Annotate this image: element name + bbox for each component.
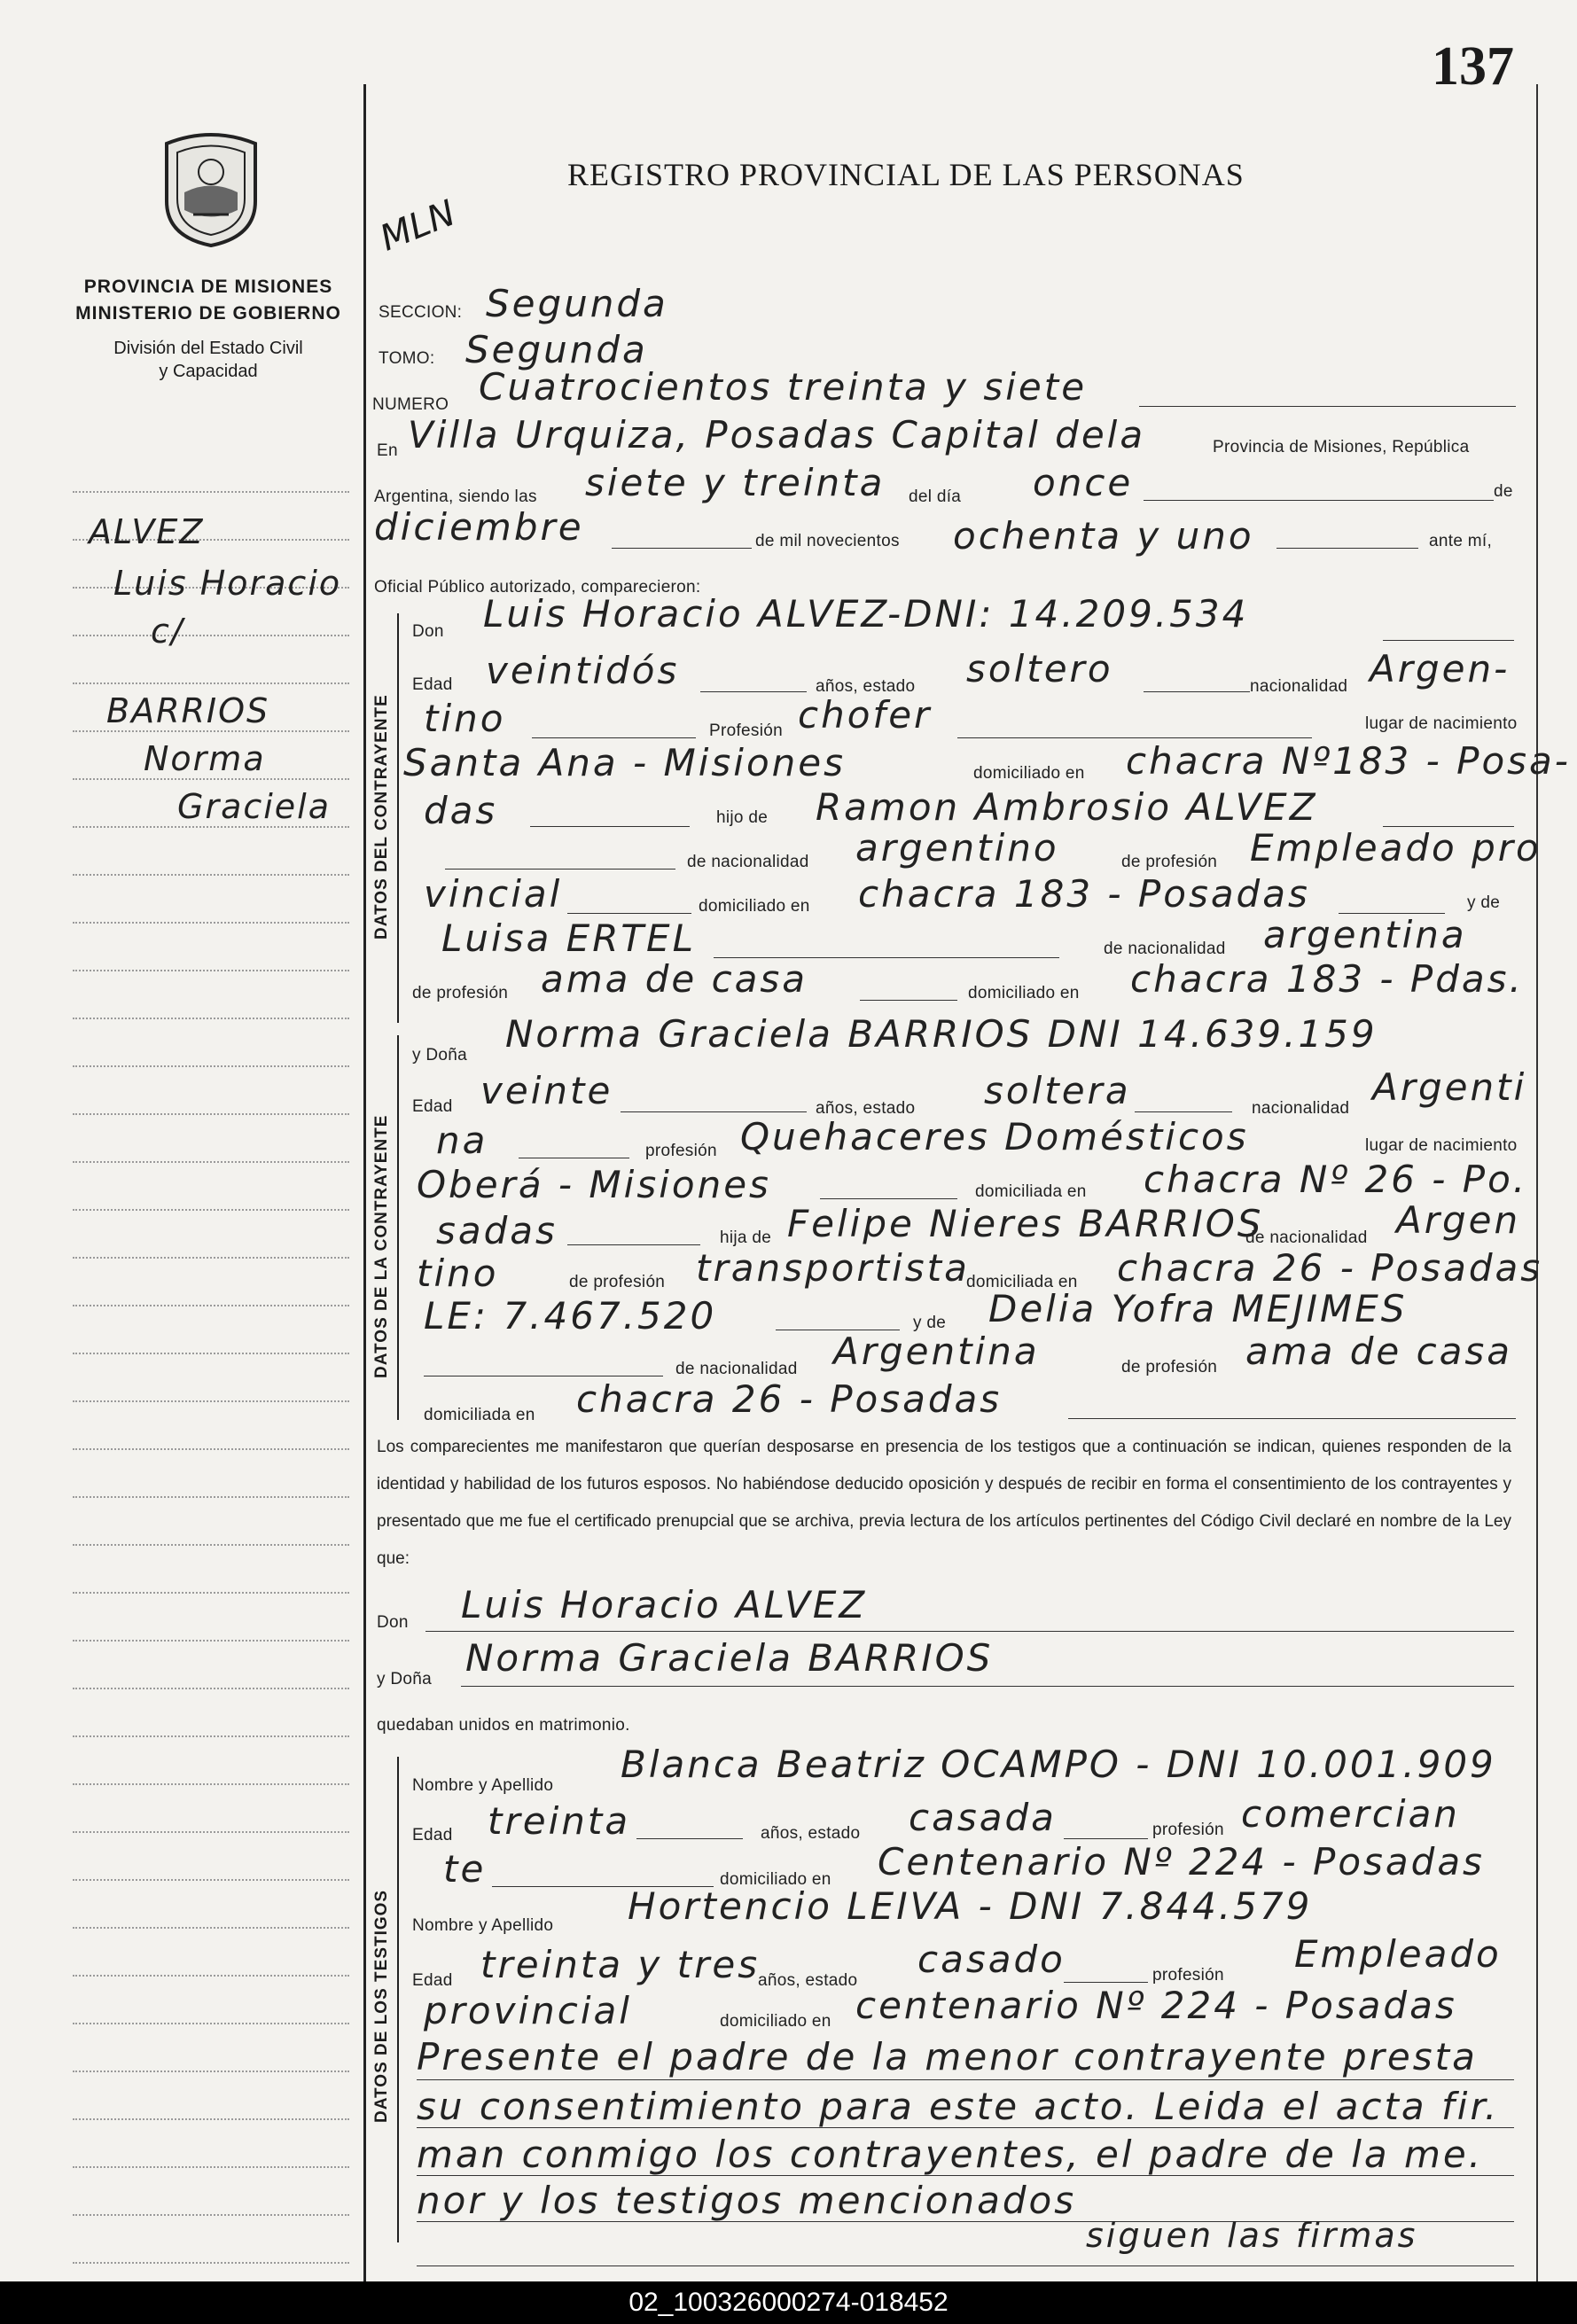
witness-section-bracket xyxy=(397,1757,399,2242)
section-label-groom: DATOS DEL CONTRAYENTE xyxy=(372,694,391,940)
label-seccion: SECCION: xyxy=(379,303,463,322)
label-domiciliado: domiciliado en xyxy=(973,764,1085,783)
label-numero: NUMERO xyxy=(372,395,449,414)
label-domiciliado-w2: domiciliado en xyxy=(720,2012,831,2031)
label-de-nacionalidad-bride: de nacionalidad xyxy=(1245,1228,1368,1247)
fill-line xyxy=(700,691,807,692)
label-y-de: y de xyxy=(1467,893,1501,912)
org-line-2: MINISTERIO DE GOBIERNO xyxy=(75,303,341,324)
witness1-profesion-b: te xyxy=(443,1847,487,1891)
fill-line xyxy=(532,737,696,738)
bride-madre-dom: chacra 26 - Posadas xyxy=(576,1377,1003,1421)
witness1-estado: casada xyxy=(909,1796,1057,1839)
bride-nacionalidad-a: Argenti xyxy=(1372,1065,1527,1109)
fill-line xyxy=(1276,548,1418,549)
groom-edad: veintidós xyxy=(486,649,680,692)
value-seccion: Segunda xyxy=(486,282,668,325)
label-ante-mi: ante mí, xyxy=(1429,532,1493,550)
note-line-2: su consentimiento para este acto. Leida el acta fir. xyxy=(417,2085,1500,2128)
fill-line xyxy=(417,2175,1514,2176)
margin-note-line-3: c/ xyxy=(151,612,184,651)
page-title: REGISTRO PROVINCIAL DE LAS PERSONAS xyxy=(567,157,1245,192)
note-line-1: Presente el padre de la menor contrayente presta xyxy=(417,2035,1478,2078)
label-profesion-w1: profesión xyxy=(1152,1821,1224,1839)
label-de-mil: de mil novecientos xyxy=(755,532,900,550)
witness1-name: Blanca Beatriz OCAMPO - DNI 10.001.909 xyxy=(621,1743,1496,1786)
witness1-edad: treinta xyxy=(488,1799,631,1843)
fill-line xyxy=(417,2079,1514,2080)
label-anos-estado-w2: años, estado xyxy=(758,1971,858,1990)
groom-madre-dom: chacra 183 - Pdas. xyxy=(1130,957,1524,1001)
label-nacionalidad: nacionalidad xyxy=(1250,677,1348,696)
bride-padre-doc: LE: 7.467.520 xyxy=(424,1294,717,1337)
footer-id: 02_100326000274-018452 xyxy=(628,2288,949,2317)
margin-note-line-6: Graciela xyxy=(177,787,332,826)
label-de-nacionalidad-bride-2: de nacionalidad xyxy=(675,1360,798,1378)
note-line-5: siguen las firmas xyxy=(1086,2216,1418,2255)
label-domiciliada: domiciliada en xyxy=(975,1182,1087,1201)
bride-name: Norma Graciela BARRIOS DNI 14.639.159 xyxy=(505,1012,1378,1056)
label-anos-estado-bride: años, estado xyxy=(816,1099,916,1118)
groom-lugar-nac: Santa Ana - Misiones xyxy=(403,741,847,784)
label-en: En xyxy=(377,441,398,460)
label-edad-w1: Edad xyxy=(412,1826,453,1844)
fill-line xyxy=(1064,1982,1148,1983)
fill-line xyxy=(1135,1111,1232,1112)
label-lugar-nacimiento: lugar de nacimiento xyxy=(1365,714,1518,733)
margin-note-line-1: ALVEZ xyxy=(89,512,205,551)
groom-madre-prof: ama de casa xyxy=(541,957,808,1001)
label-de-profesion-2: de profesión xyxy=(412,984,509,1002)
page-number: 137 xyxy=(1432,36,1514,97)
org-line-1: PROVINCIA DE MISIONES xyxy=(83,277,333,297)
fill-line xyxy=(1144,691,1250,692)
groom-madre-nac: argentina xyxy=(1263,913,1467,956)
label-edad: Edad xyxy=(412,675,453,694)
org-line-4: y Capacidad xyxy=(159,362,258,381)
note-line-4: nor y los testigos mencionados xyxy=(417,2179,1077,2222)
fill-line xyxy=(957,737,1312,738)
bride-section-bracket xyxy=(397,1035,399,1420)
fill-line xyxy=(636,1838,743,1839)
label-quedaban: quedaban unidos en matrimonio. xyxy=(377,1716,630,1735)
label-profesion-w2: profesión xyxy=(1152,1966,1224,1985)
label-oficial: Oficial Público autorizado, comparecieron: xyxy=(374,578,701,597)
label-provincia: Provincia de Misiones, República xyxy=(1213,438,1470,456)
bride-profesion: Quehaceres Domésticos xyxy=(740,1115,1249,1158)
label-y-dona-union: y Doña xyxy=(377,1670,433,1688)
org-line-3: División del Estado Civil xyxy=(113,339,303,358)
value-tomo: Segunda xyxy=(465,328,648,371)
fill-line xyxy=(425,1631,1514,1632)
label-profesion-bride: profesión xyxy=(645,1142,717,1160)
bride-lugar-nac: Oberá - Misiones xyxy=(417,1163,771,1206)
label-domiciliado-w1: domiciliado en xyxy=(720,1870,831,1889)
fill-line xyxy=(530,826,690,827)
bride-estado: soltera xyxy=(984,1069,1131,1112)
label-profesion: Profesión xyxy=(709,721,783,740)
fill-line xyxy=(445,869,675,870)
label-domiciliado-3: domiciliado en xyxy=(968,984,1080,1002)
fill-line xyxy=(1383,640,1514,641)
value-mes: diciembre xyxy=(374,505,584,549)
groom-estado: soltero xyxy=(966,647,1113,690)
fill-line xyxy=(1068,1418,1516,1419)
value-lugar: Villa Urquiza, Posadas Capital dela xyxy=(408,413,1146,456)
fill-line xyxy=(1144,500,1494,501)
label-argentina: Argentina, siendo las xyxy=(374,487,537,506)
bride-padre-nac-a: Argen xyxy=(1396,1198,1521,1242)
union-dona: Norma Graciela BARRIOS xyxy=(465,1636,994,1680)
value-numero: Cuatrocientos treinta y siete xyxy=(479,365,1088,409)
margin-note-line-5: Norma xyxy=(144,739,266,778)
label-de-profesion: de profesión xyxy=(1121,853,1218,871)
bride-nacionalidad-b: na xyxy=(436,1119,488,1162)
bride-madre-prof: ama de casa xyxy=(1245,1330,1513,1373)
groom-padre-nac: argentino xyxy=(855,826,1059,870)
groom-nacionalidad-a: Argen- xyxy=(1370,647,1511,690)
witness1-domicilio: Centenario Nº 224 - Posadas xyxy=(878,1840,1485,1883)
section-label-bride: DATOS DE LA CONTRAYENTE xyxy=(372,1114,391,1378)
label-nacionalidad-bride: nacionalidad xyxy=(1252,1099,1350,1118)
footer-bar xyxy=(0,2281,1577,2324)
union-don: Luis Horacio ALVEZ xyxy=(461,1583,868,1626)
label-y-dona: y Doña xyxy=(412,1046,468,1065)
bride-domicilio-b: sadas xyxy=(436,1209,558,1252)
bride-padre: Felipe Nieres BARRIOS xyxy=(787,1202,1264,1245)
value-hora: siete y treinta xyxy=(585,461,886,504)
section-label-witnesses: DATOS DE LOS TESTIGOS xyxy=(372,1889,391,2123)
bride-padre-prof: transportista xyxy=(696,1246,970,1290)
bride-madre-nac: Argentina xyxy=(833,1330,1040,1373)
fill-line xyxy=(1139,406,1516,407)
bride-padre-nac-b: tino xyxy=(417,1252,499,1295)
label-de-nacionalidad-2: de nacionalidad xyxy=(1104,940,1226,958)
fill-line xyxy=(417,2127,1514,2128)
fill-line xyxy=(1064,1838,1148,1839)
witness2-estado: casado xyxy=(917,1938,1066,1981)
value-anio: ochenta y uno xyxy=(953,514,1254,558)
fill-line xyxy=(621,1111,807,1112)
groom-profesion: chofer xyxy=(798,693,933,737)
label-de: de xyxy=(1494,482,1513,501)
bride-edad: veinte xyxy=(480,1069,613,1112)
note-line-3: man conmigo los contrayentes, el padre de la me. xyxy=(417,2133,1484,2176)
groom-name: Luis Horacio ALVEZ-DNI: 14.209.534 xyxy=(483,592,1249,636)
bride-madre: Delia Yofra MEJIMES xyxy=(988,1287,1408,1330)
margin-rule xyxy=(363,84,366,2282)
label-domiciliada-3: domiciliada en xyxy=(424,1406,535,1424)
witness2-profesion-b: provincial xyxy=(424,1989,632,2032)
label-nombre-w1: Nombre y Apellido xyxy=(412,1776,554,1795)
label-y-de-bride: y de xyxy=(913,1314,947,1332)
value-dia: once xyxy=(1033,461,1134,504)
witness2-domicilio: centenario Nº 224 - Posadas xyxy=(855,1984,1457,2027)
groom-nacionalidad-b: tino xyxy=(424,697,506,740)
page-right-rule xyxy=(1536,84,1538,2282)
groom-padre-prof-b: vincial xyxy=(424,872,563,916)
fill-line xyxy=(567,913,691,914)
bride-domicilio-a: chacra Nº 26 - Po. xyxy=(1144,1158,1528,1201)
label-anos-estado-w1: años, estado xyxy=(761,1824,861,1843)
label-tomo: TOMO: xyxy=(379,349,435,368)
label-del-dia: del día xyxy=(909,487,962,506)
label-anos-estado: años, estado xyxy=(816,677,916,696)
groom-padre-prof-a: Empleado pro xyxy=(1250,826,1542,870)
label-de-nacionalidad: de nacionalidad xyxy=(687,853,809,871)
label-domiciliado-2: domiciliado en xyxy=(699,897,810,916)
fill-line xyxy=(820,1198,957,1199)
label-edad-w2: Edad xyxy=(412,1971,453,1990)
margin-note-line-4: BARRIOS xyxy=(106,691,270,730)
fill-line xyxy=(860,1000,957,1001)
witness1-profesion-a: comercian xyxy=(1241,1792,1460,1836)
label-don: Don xyxy=(412,622,444,641)
label-lugar-nacimiento-bride: lugar de nacimiento xyxy=(1365,1136,1518,1155)
groom-madre: Luisa ERTEL xyxy=(441,916,696,960)
label-don-union: Don xyxy=(377,1613,409,1632)
bride-padre-dom: chacra 26 - Posadas xyxy=(1117,1246,1543,1290)
groom-padre: Ramon Ambrosio ALVEZ xyxy=(816,785,1318,829)
label-hijo-de: hijo de xyxy=(716,808,769,827)
label-edad-bride: Edad xyxy=(412,1097,453,1116)
groom-section-bracket xyxy=(397,613,399,1023)
groom-domicilio-a: chacra Nº183 - Posa- xyxy=(1126,739,1571,783)
fill-line xyxy=(567,1244,700,1245)
groom-domicilio-b: das xyxy=(424,789,498,832)
label-nombre-w2: Nombre y Apellido xyxy=(412,1916,554,1935)
fill-line xyxy=(461,1686,1514,1687)
label-de-profesion-bride: de profesión xyxy=(569,1273,666,1291)
label-domiciliada-2: domiciliada en xyxy=(966,1273,1078,1291)
witness2-name: Hortencio LEIVA - DNI 7.844.579 xyxy=(628,1884,1313,1928)
label-de-profesion-bride-2: de profesión xyxy=(1121,1358,1218,1376)
label-hija-de: hija de xyxy=(720,1228,772,1247)
province-seal-icon xyxy=(149,126,273,250)
stamp-initials: MLN xyxy=(374,192,462,260)
witness2-edad: treinta y tres xyxy=(480,1943,761,1986)
witness2-profesion-a: Empleado xyxy=(1294,1932,1502,1976)
statement-paragraph: Los comparecientes me manifestaron que querían desposarse en presencia de los testigos que a continuación se indican, quienes responden de la identidad y habilidad de los futuros esposos. No habiéndose deducido oposición y después de recibir en forma el consentimiento de los contrayentes y presentado que me fue el certificado prenupcial que se archiva, previa lectura de los artículos pertinentes del Código Civil declaré en nombre de la Ley que: xyxy=(377,1438,1511,1568)
margin-note-line-2: Luis Horacio xyxy=(113,564,342,603)
groom-padre-dom: chacra 183 - Posadas xyxy=(858,872,1310,916)
fill-line xyxy=(612,548,752,549)
